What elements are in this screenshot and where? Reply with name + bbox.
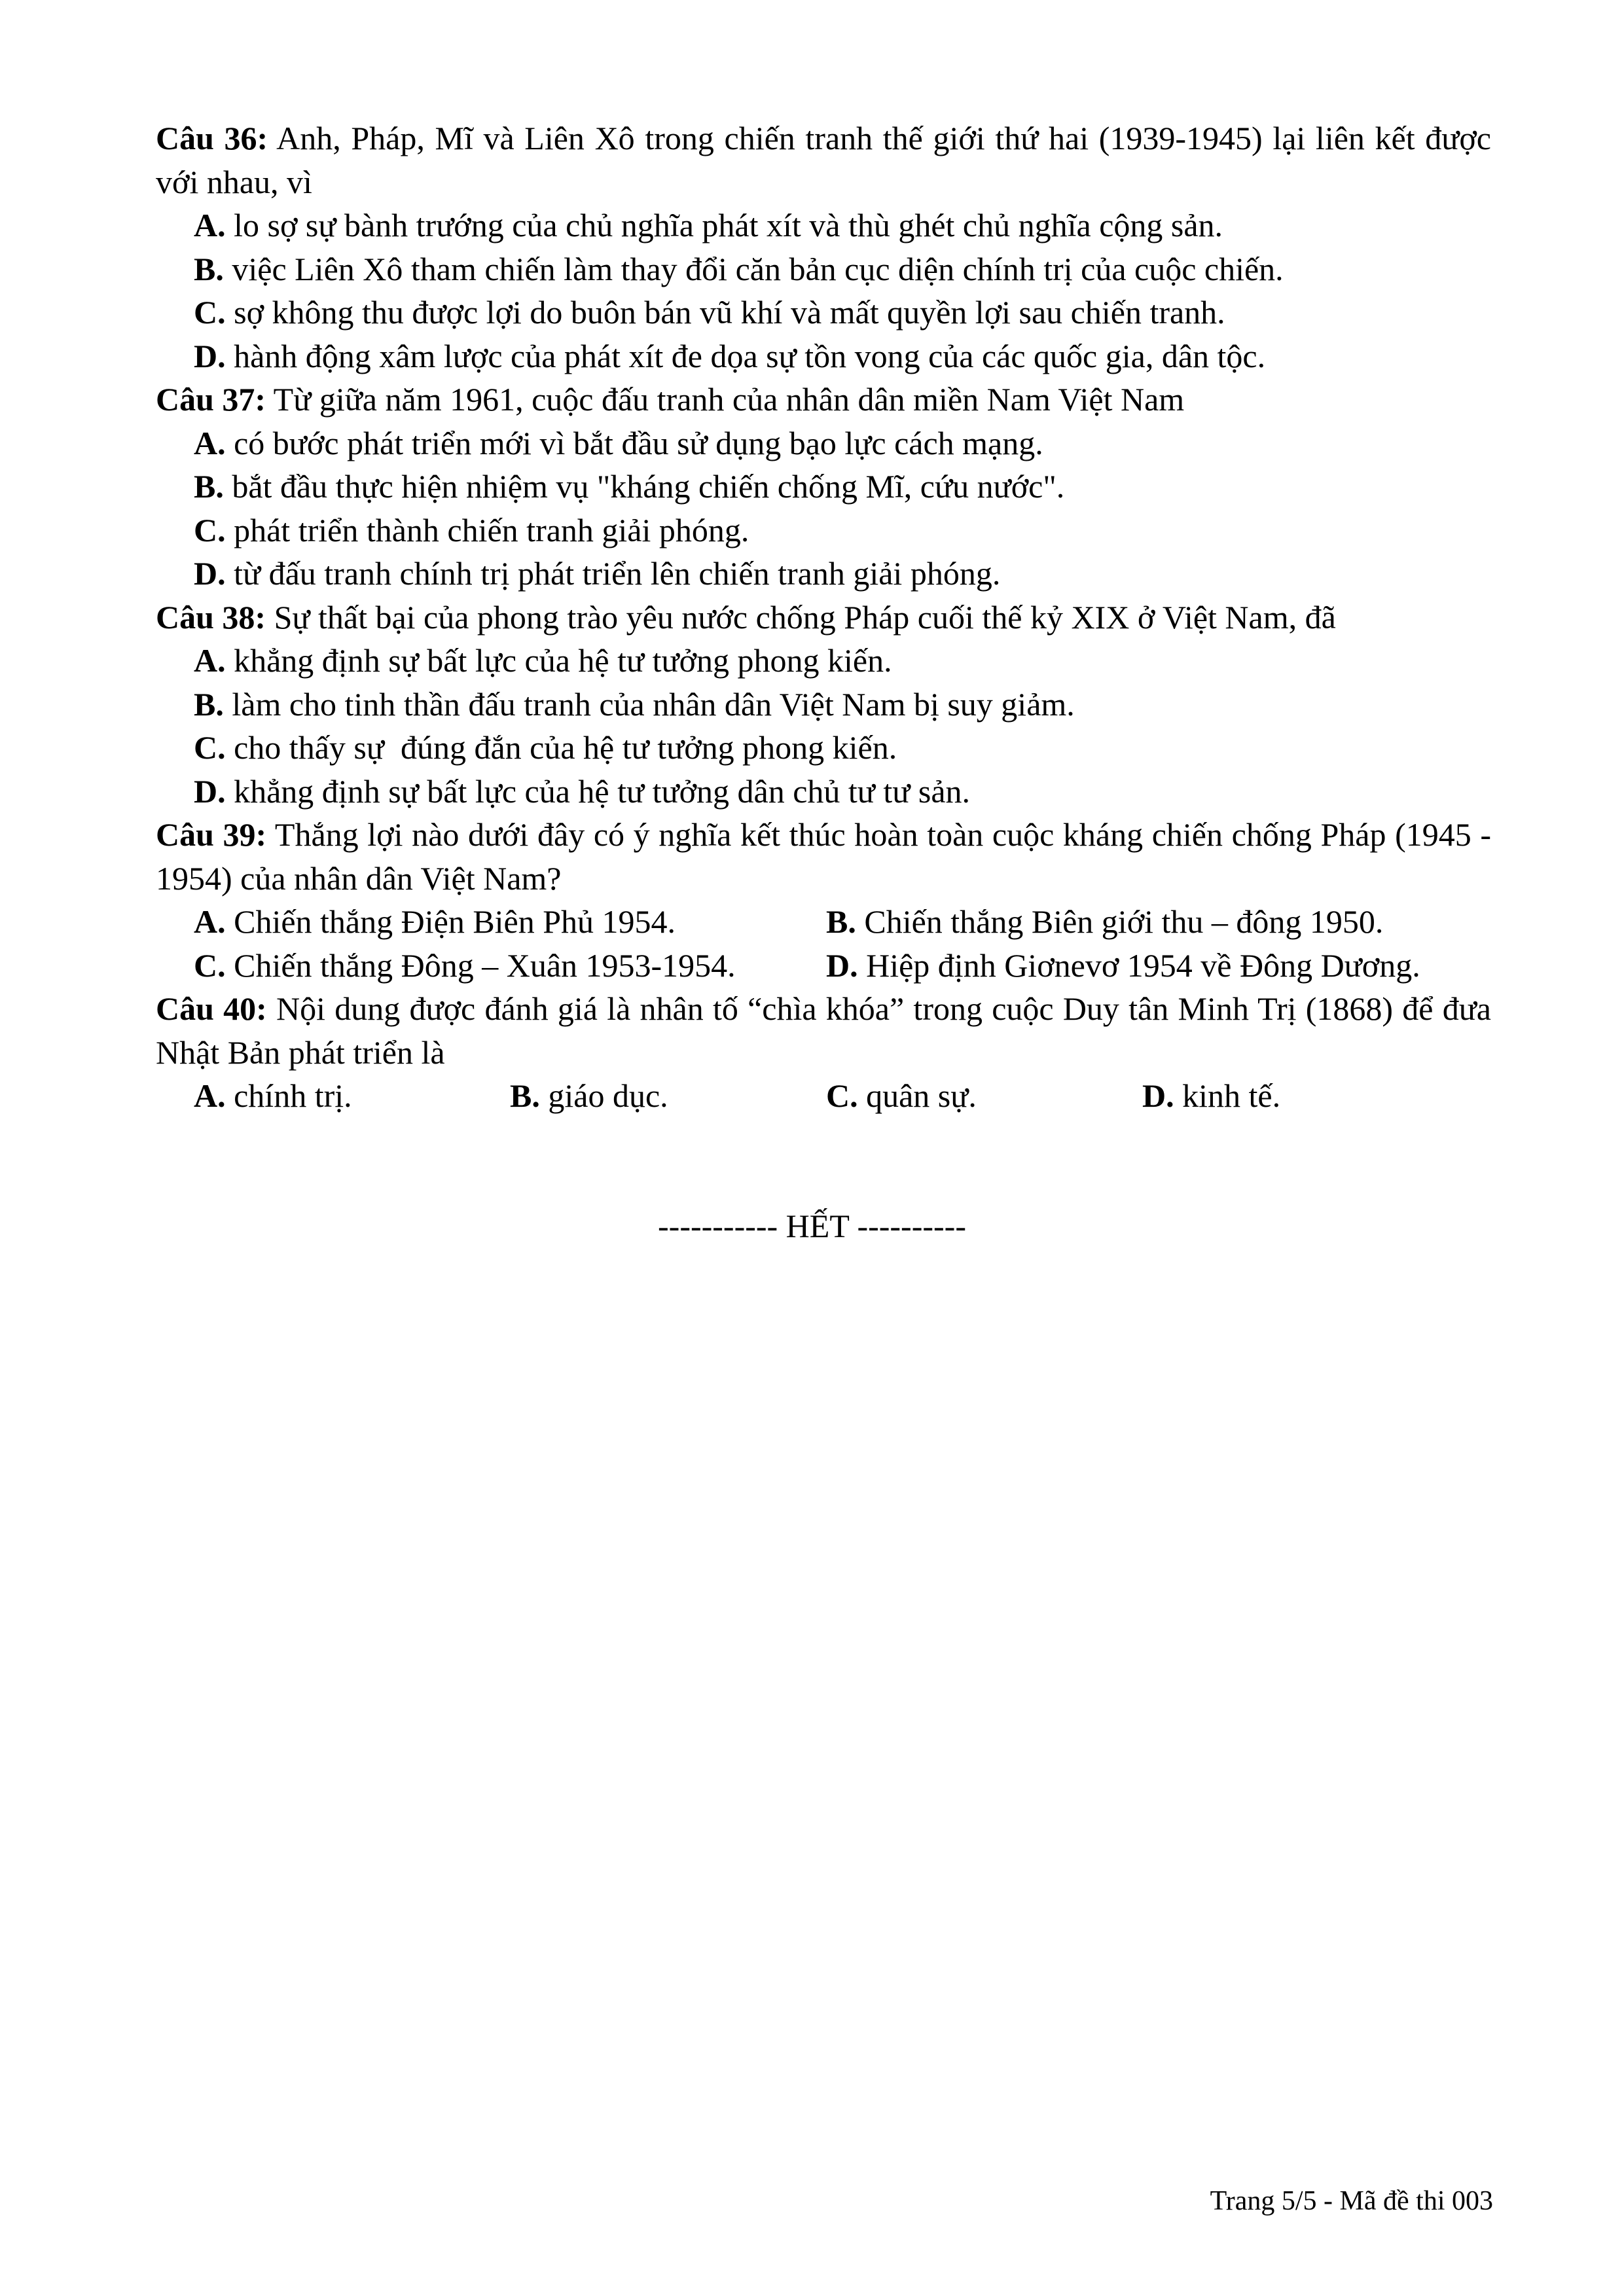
question-40 [156,987,1491,1118]
option-b [156,683,1491,726]
question-number: Câu 38: [156,598,266,636]
question-number: Câu 37: [156,381,266,418]
option-text: khẳng định sự bất lực của hệ tư tưởng dân chủ tư tư sản. [225,772,971,810]
option-text: Hiệp định Giơnevơ 1954 về Đông Dương. [857,946,1420,984]
question-number: Câu 40: [156,990,267,1027]
question-text: Sự thất bại của phong trào yêu nước chống Pháp cuối thế kỷ XIX ở Việt Nam, đã [266,598,1336,636]
option-c [194,944,826,988]
question-text: Thắng lợi nào dưới đây có ý nghĩa kết thúc hoàn toàn cuộc kháng chiến chống Pháp (1945 - 1954) của nhân dân Việt Nam? [156,816,1491,897]
option-label: D. [194,555,226,592]
option-label: B. [194,468,224,505]
option-d [1142,1074,1458,1118]
question-stem [156,813,1491,900]
option-text: giáo dục. [539,1077,668,1114]
answer-options [156,204,1491,378]
option-text: chính trị. [225,1077,352,1114]
option-a [156,422,1491,465]
question-text: Nội dung được đánh giá là nhân tố “chìa khóa” trong cuộc Duy tân Minh Trị (1868) để đưa Nhật Bản phát triển là [156,990,1491,1071]
option-text: cho thấy sự đúng đắn của hệ tư tưởng phong kiến. [225,729,897,766]
question-stem [156,596,1491,639]
option-text: Chiến thắng Đông – Xuân 1953-1954. [225,946,736,984]
answer-options [156,900,1491,987]
question-text: Anh, Pháp, Mĩ và Liên Xô trong chiến tranh thế giới thứ hai (1939-1945) lại liên kết được với nhau, vì [156,120,1492,200]
answer-options [156,422,1491,596]
option-b [510,1074,826,1118]
option-label: D. [194,772,226,810]
option-b [156,247,1491,291]
option-text: phát triển thành chiến tranh giải phóng. [225,511,749,548]
option-label: C. [194,729,226,766]
option-c [156,509,1491,552]
question-stem [156,378,1491,422]
option-label: B. [826,903,856,940]
option-c [156,726,1491,770]
question-number: Câu 39: [156,816,267,853]
option-text: làm cho tinh thần đấu tranh của nhân dân Việt Nam bị suy giảm. [223,685,1075,723]
option-label: C. [826,1077,858,1114]
option-a [194,900,826,944]
option-label: B. [194,685,224,723]
option-d [156,334,1491,378]
answer-options [156,639,1491,813]
option-text: có bước phát triển mới vì bắt đầu sử dụng bạo lực cách mạng. [225,424,1043,461]
option-text: sợ không thu được lợi do buôn bán vũ khí và mất quyền lợi sau chiến tranh. [225,294,1225,331]
question-37 [156,378,1491,596]
option-label: A. [194,207,226,243]
option-label: D. [1142,1077,1174,1114]
question-number: Câu 36: [156,120,268,156]
option-text: việc Liên Xô tham chiến làm thay đổi căn bản cục diện chính trị của cuộc chiến. [223,250,1284,287]
option-label: C. [194,511,226,548]
option-b [156,465,1491,509]
option-c [156,291,1491,334]
option-text: kinh tế. [1174,1077,1281,1114]
question-list [156,117,1491,1118]
option-a [156,639,1491,683]
end-of-exam-mark: ----------- HẾT ---------- [658,1208,966,1244]
option-text: khẳng định sự bất lực của hệ tư tưởng phong kiến. [225,642,892,679]
option-d [156,552,1491,596]
option-a [156,204,1491,247]
page-footer: Trang 5/5 - Mã đề thi 003 [1210,2186,1493,2216]
option-text: lo sợ sự bành trướng của chủ nghĩa phát xít và thù ghét chủ nghĩa cộng sản. [225,207,1223,243]
option-label: D. [194,337,226,374]
option-label: C. [194,946,226,984]
option-label: A. [194,903,226,940]
option-text: hành động xâm lược của phát xít đe dọa sự tồn vong của các quốc gia, dân tộc. [225,337,1266,374]
option-label: B. [194,250,224,287]
option-text: từ đấu tranh chính trị phát triển lên chiến tranh giải phóng. [225,555,1001,592]
question-text: Từ giữa năm 1961, cuộc đấu tranh của nhân dân miền Nam Việt Nam [266,381,1185,418]
question-stem [156,117,1491,204]
option-d [826,944,1481,988]
question-39 [156,813,1491,987]
option-label: A. [194,424,226,461]
option-label: D. [826,946,858,984]
answer-options [156,1074,1491,1118]
question-stem [156,987,1491,1074]
option-label: A. [194,642,226,679]
option-text: bắt đầu thực hiện nhiệm vụ "kháng chiến chống Mĩ, cứu nước". [223,468,1065,505]
question-38 [156,596,1491,814]
question-36 [156,117,1491,378]
option-text: quân sự. [857,1077,977,1114]
option-text: Chiến thắng Điện Biên Phủ 1954. [225,903,676,940]
option-d [156,770,1491,814]
option-label: C. [194,294,226,331]
option-b [826,900,1481,944]
option-text: Chiến thắng Biên giới thu – đông 1950. [856,903,1384,940]
option-label: A. [194,1077,226,1114]
option-label: B. [510,1077,540,1114]
option-c [826,1074,1142,1118]
option-a [194,1074,510,1118]
